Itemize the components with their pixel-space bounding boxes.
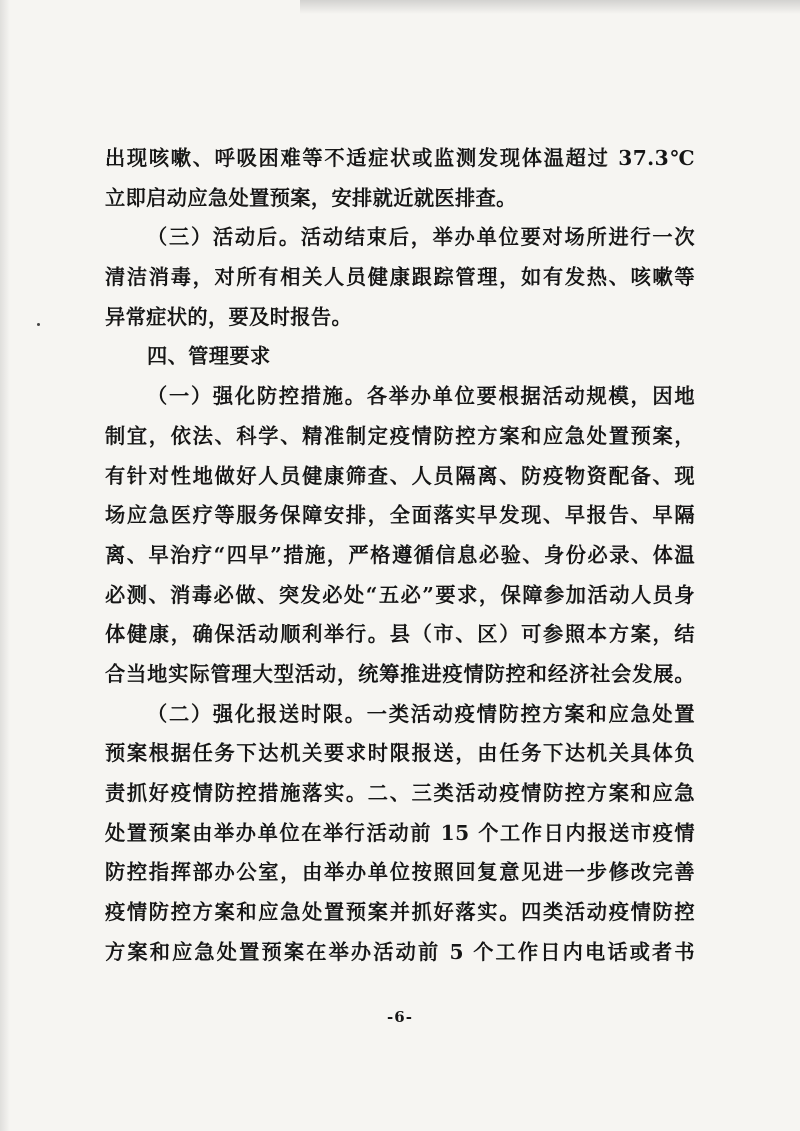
document-body [105, 139, 695, 972]
body-line: 责抓好疫情防控措施落实。二、三类活动疫情防控方案和应急 [105, 781, 695, 805]
body-line: 处置预案由举办单位在举行活动前 15 个工作日内报送市疫情 [105, 820, 695, 845]
body-line: 场应急医疗等服务保障安排，全面落实早发现、早报告、早隔 [105, 503, 695, 528]
body-line: 合当地实际管理大型活动，统筹推进疫情防控和经济社会发展。 [105, 661, 695, 686]
body-line: 有针对性地做好人员健康筛查、人员隔离、防疫物资配备、现 [105, 463, 695, 488]
body-line: 方案和应急处置预案在举办活动前 5 个工作日内电话或者书 [105, 939, 695, 964]
body-line: 清洁消毒，对所有相关人员健康跟踪管理，如有发热、咳嗽等 [105, 265, 695, 290]
paragraph-start-line: （三）活动后。活动结束后，举办单位要对场所进行一次 [147, 225, 695, 250]
body-line: 体健康，确保活动顺利举行。县（市、区）可参照本方案，结 [105, 622, 695, 647]
body-line: 立即启动应急处置预案，安排就近就医排查。 [105, 185, 517, 210]
body-line: 预案根据任务下达机关要求时限报送，由任务下达机关具体负 [105, 741, 695, 766]
body-line: 制宜，依法、科学、精准制定疫情防控方案和应急处置预案， [105, 423, 695, 448]
body-line: 异常症状的，要及时报告。 [105, 304, 353, 329]
scan-speck [37, 323, 40, 326]
body-line: 必测、消毒必做、突发必处“五必”要求，保障参加活动人员身 [105, 582, 695, 607]
body-line: 防控指挥部办公室，由举办单位按照回复意见进一步修改完善 [105, 860, 695, 885]
body-line: 出现咳嗽、呼吸困难等不适症状或监测发现体温超过 37.3℃ [105, 146, 695, 170]
body-line: 疫情防控方案和应急处置预案并抓好落实。四类活动疫情防控 [105, 900, 695, 925]
section-heading: 四、管理要求 [147, 344, 271, 369]
scan-shadow-left [0, 0, 10, 1131]
body-line: 离、早治疗“四早”措施，严格遵循信息必验、身份必录、体温 [105, 542, 695, 567]
page-number: -6- [387, 1008, 413, 1026]
paragraph-start-line: （一）强化防控措施。各举办单位要根据活动规模，因地 [147, 384, 695, 409]
scan-shadow-top [300, 0, 800, 14]
paragraph-start-line: （二）强化报送时限。一类活动疫情防控方案和应急处置 [147, 701, 695, 726]
